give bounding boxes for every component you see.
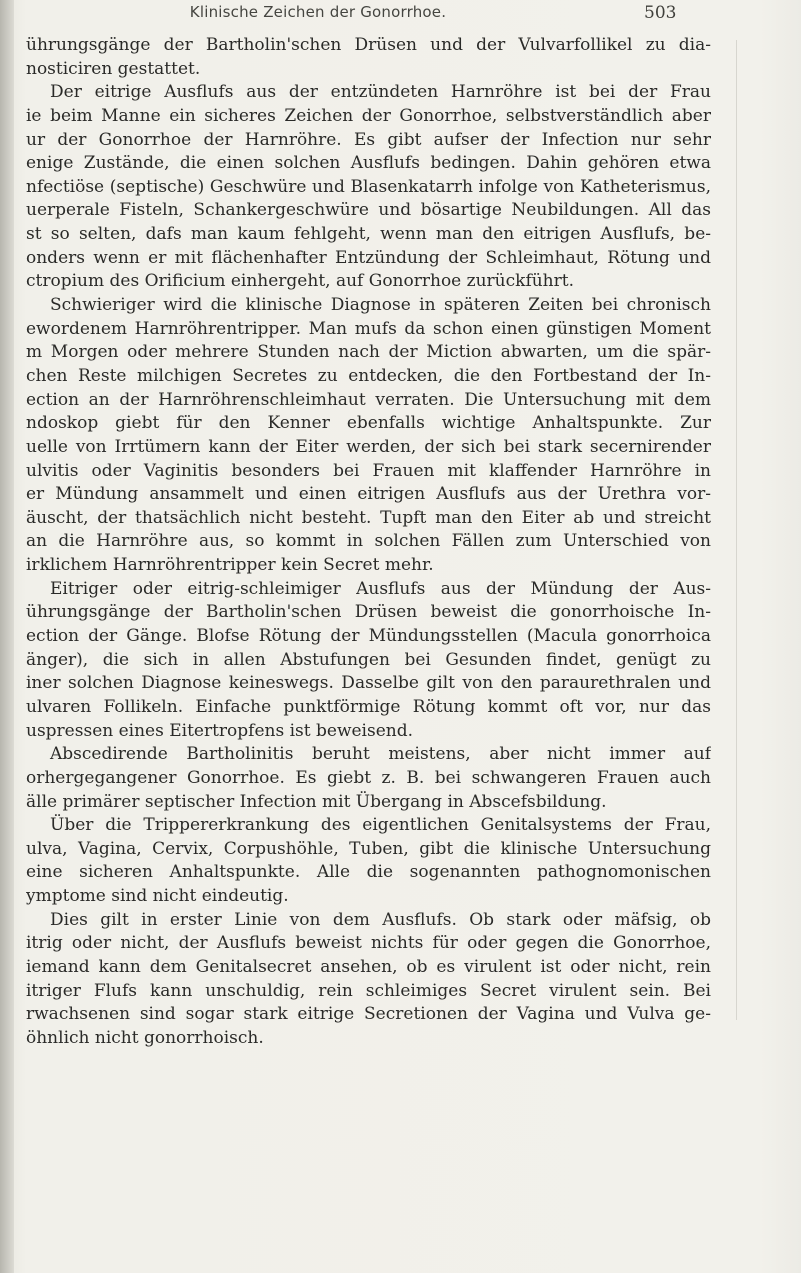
text-line: chen Reste milchigen Secretes zu entdecken, die den Fortbestand der In-: [26, 365, 711, 386]
text-line: uerperale Fisteln, Schankergeschwüre und bösartige Neubildungen. All das: [26, 200, 711, 221]
text-line: ur der Gonorrhoe der Harnröhre. Es gibt aufser der Infection nur sehr: [26, 129, 711, 150]
running-title: Klinische Zeichen der Gonorrhoe.: [189, 3, 447, 21]
text-line: älle primärer septischer Infection mit Übergang in Abscefsbildung.: [26, 791, 607, 812]
text-line: ection der Gänge. Blofse Rötung der Mündungsstellen (Macula gonorrhoica: [26, 626, 711, 647]
text-line: ührungsgänge der Bartholin'schen Drüsen und der Vulvarfollikel zu dia-: [26, 35, 711, 55]
text-line: ymptome sind nicht eindeutig.: [26, 886, 289, 907]
text-line: ection an der Harnröhrenschleimhaut verraten. Die Untersuchung mit dem: [26, 389, 711, 410]
page-number: 503: [644, 3, 677, 23]
text-line: iner solchen Diagnose keineswegs. Dasselbe gilt von den paraurethralen und: [26, 673, 711, 694]
text-line: ulvitis oder Vaginitis besonders bei Frauen mit klaffender Harnröhre in: [26, 460, 711, 481]
text-line: itrig oder nicht, der Ausflufs beweist nichts für oder gegen die Gonorrhoe,: [26, 933, 711, 954]
text-line: irklichem Harnröhrentripper kein Secret mehr.: [26, 555, 434, 576]
text-line: ewordenem Harnröhrentripper. Man mufs da schon einen günstigen Moment: [26, 318, 711, 339]
text-line: Der eitrige Ausflufs aus der entzündeten Harnröhre ist bei der Frau: [50, 82, 711, 103]
text-line: uspressen eines Eitertropfens ist beweisend.: [26, 720, 414, 741]
text-line: rwachsenen sind sogar stark eitrige Secretionen der Vagina und Vulva ge-: [26, 1004, 711, 1025]
text-line: eine sicheren Anhaltspunkte. Alle die sogenannten pathognomonischen: [26, 862, 711, 883]
text-line: nosticiren gestattet.: [26, 58, 201, 79]
text-line: ulvaren Follikeln. Einfache punktförmige Rötung kommt oft vor, nur das: [26, 696, 711, 717]
text-line: ulva, Vagina, Cervix, Corpushöhle, Tuben, gibt die klinische Untersuchung: [26, 838, 711, 859]
text-line: ührungsgänge der Bartholin'schen Drüsen beweist die gonorrhoische In-: [26, 602, 711, 623]
text-line: iemand kann dem Genitalsecret ansehen, ob es virulent ist oder nicht, rein: [26, 956, 711, 977]
text-line: öhnlich nicht gonorrhoisch.: [26, 1027, 264, 1048]
text-line: orhergegangener Gonorrhoe. Es giebt z. B. bei schwangeren Frauen auch: [26, 767, 711, 788]
text-line: an die Harnröhre aus, so kommt in solchen Fällen zum Unterschied von: [26, 531, 711, 552]
text-line: Eitriger oder eitrig-schleimiger Ausflufs aus der Mündung der Aus-: [50, 578, 711, 599]
text-line: Abscedirende Bartholinitis beruht meistens, aber nicht immer auf: [50, 744, 711, 765]
body-text: [26, 34, 711, 1051]
text-line: onders wenn er mit flächenhafter Entzündung der Schleimhaut, Rötung und: [26, 247, 711, 268]
text-line: st so selten, dafs man kaum fehlgeht, wenn man den eitrigen Ausflufs, be-: [26, 224, 711, 245]
page-header: [0, 0, 801, 30]
text-line: uelle von Irrtümern kann der Eiter werden, der sich bei stark secernirender: [26, 436, 711, 457]
text-line: m Morgen oder mehrere Stunden nach der Miction abwarten, um die spär-: [26, 342, 711, 363]
text-line: ie beim Manne ein sicheres Zeichen der Gonorrhoe, selbstverständlich aber: [26, 105, 711, 126]
text-line: Schwieriger wird die klinische Diagnose in späteren Zeiten bei chronisch: [50, 295, 711, 316]
binding-shadow: [0, 0, 14, 1273]
text-line: ndoskop giebt für den Kenner ebenfalls wichtige Anhaltspunkte. Zur: [26, 413, 711, 434]
text-line: ctropium des Orificium einhergeht, auf Gonorrhoe zurückführt.: [26, 271, 574, 292]
text-line: itriger Flufs kann unschuldig, rein schleimiges Secret virulent sein. Bei: [26, 980, 711, 1001]
text-line: änger), die sich in allen Abstufungen bei Gesunden findet, genügt zu: [26, 649, 711, 670]
text-line: nfectiöse (septische) Geschwüre und Blasenkatarrh infolge von Katheterismus,: [26, 176, 711, 197]
text-line: Über die Trippererkrankung des eigentlichen Genitalsystems der Frau,: [50, 815, 711, 836]
text-line: Dies gilt in erster Linie von dem Ausflufs. Ob stark oder mäfsig, ob: [50, 909, 711, 930]
text-line: äuscht, der thatsächlich nicht besteht. Tupft man den Eiter ab und streicht: [26, 507, 711, 528]
text-line: er Mündung ansammelt und einen eitrigen Ausflufs aus der Urethra vor-: [26, 484, 711, 505]
margin-rule: [736, 40, 737, 1020]
text-line: enige Zustände, die einen solchen Ausflufs bedingen. Dahin gehören etwa: [26, 153, 711, 174]
